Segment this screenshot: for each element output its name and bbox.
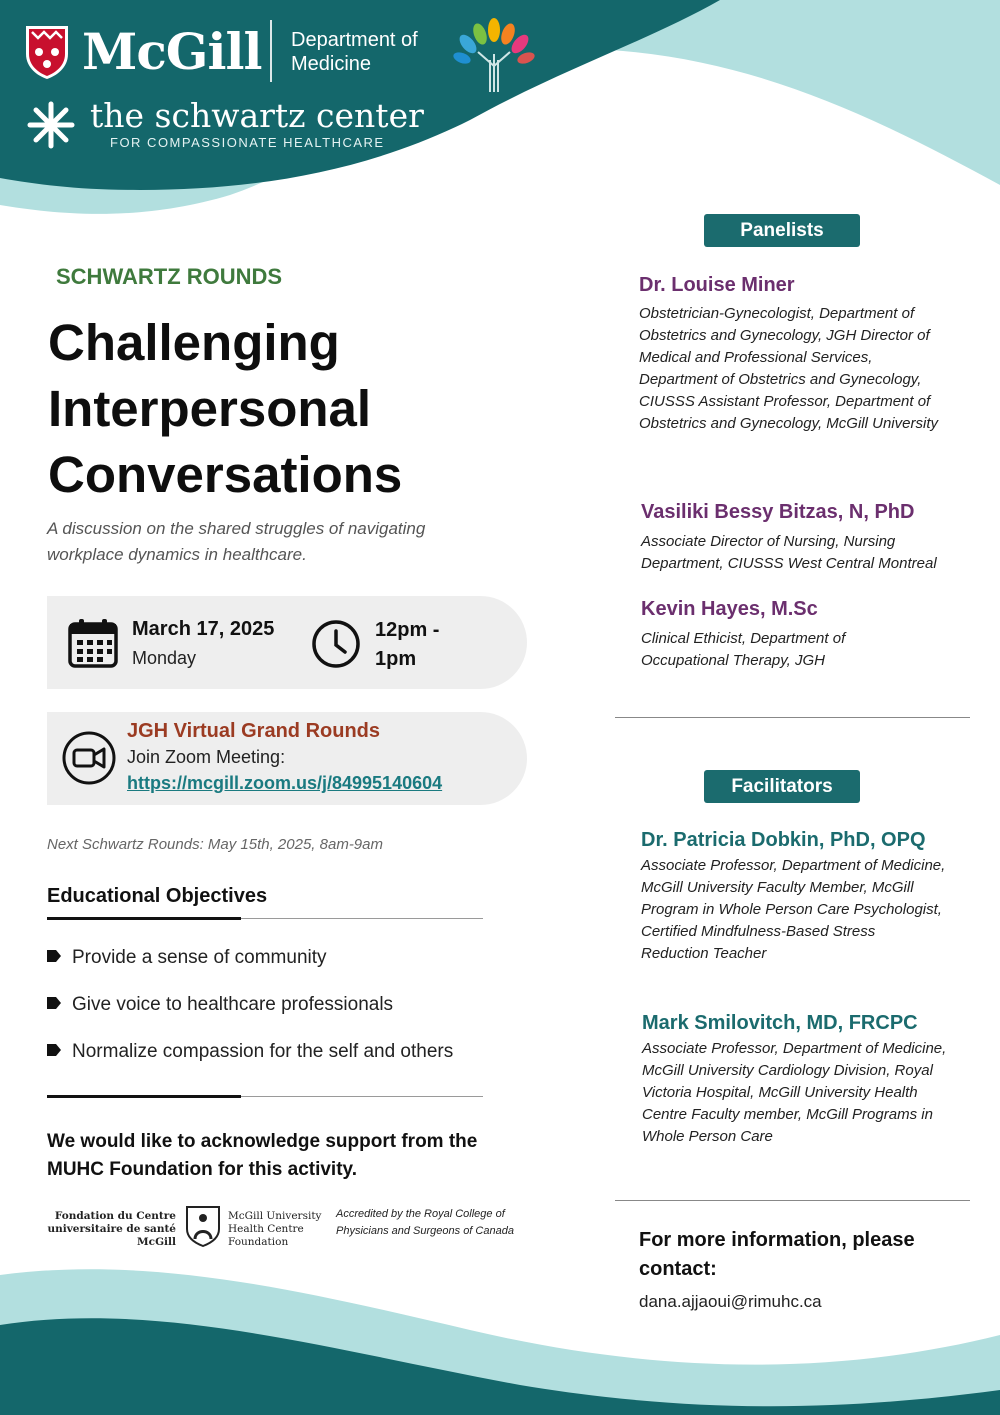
clock-icon — [311, 619, 361, 674]
calendar-icon — [67, 617, 119, 674]
objectives-rule-bottom-accent — [47, 1095, 241, 1098]
event-title: Challenging Interpersonal Conversations — [48, 314, 403, 503]
join-label: Join Zoom Meeting: — [127, 747, 286, 767]
objective-item — [47, 947, 327, 969]
event-day: Monday — [132, 648, 197, 668]
muhc-foundation-logo — [185, 1205, 221, 1252]
tag-bullet-icon — [47, 1044, 61, 1056]
facilitator-roles: Associate Professor, Department of Medicine, McGill University Faculty Member, McGill Program in Whole Person Care Psychologist, Certified Mindfulness-Based Stress Reduction Teacher — [641, 857, 946, 962]
panelist-roles: Associate Director of Nursing, Nursing Department, CIUSSS West Central Montreal — [641, 533, 937, 572]
schwartz-center-logo-icon — [26, 100, 76, 155]
next-rounds-note: Next Schwartz Rounds: May 15th, 2025, 8am-9am — [47, 836, 383, 853]
facilitators-heading: Facilitators — [704, 770, 860, 803]
video-camera-icon — [61, 730, 117, 791]
section-divider — [615, 1200, 970, 1201]
tag-bullet-icon — [47, 997, 61, 1009]
schwartz-center-tagline: FOR COMPASSIONATE HEALTHCARE — [110, 135, 385, 150]
objective-text: Provide a sense of community — [72, 947, 327, 968]
contact-email-link[interactable]: dana.ajjaoui@rimuhc.ca — [639, 1292, 822, 1311]
panelist-name: Vasiliki Bessy Bitzas, N, PhD — [641, 501, 915, 523]
panelist-roles: Clinical Ethicist, Department of Occupational Therapy, JGH — [641, 630, 846, 669]
panelist-name: Kevin Hayes, M.Sc — [641, 598, 818, 620]
contact-heading: For more information, please contact: — [639, 1229, 915, 1280]
section-divider — [615, 717, 970, 718]
objective-item — [47, 994, 393, 1016]
objectives-rule-top-accent — [47, 917, 241, 920]
event-time: 12pm - 1pm — [375, 619, 440, 670]
foundation-name-en: McGill University Health Centre Foundation — [228, 1210, 322, 1248]
mcgill-crest-logo — [24, 24, 70, 85]
mcgill-wordmark: McGill — [82, 22, 262, 81]
panelists-heading: Panelists — [704, 214, 860, 247]
tag-bullet-icon — [47, 950, 61, 962]
brand-divider — [270, 20, 272, 82]
acknowledgement: We would like to acknowledge support from the MUHC Foundation for this activity. — [47, 1131, 478, 1180]
panelist-roles: Obstetrician-Gynecologist, Department of Obstetrics and Gynecology, JGH Director of Medical and Professional Services, Department of Obstetrics and Gynecology, CIUSSS Assistant Professor, Department of Obstetrics and Gynecology, McGill University — [639, 305, 938, 432]
facilitator-name: Mark Smilovitch, MD, FRCPC — [642, 1012, 918, 1034]
facilitator-name: Dr. Patricia Dobkin, PhD, OPQ — [641, 829, 926, 851]
facilitator-roles: Associate Professor, Department of Medicine, McGill University Cardiology Division, Royal Victoria Hospital, McGill University Health Centre Faculty member, McGill Programs in Whole Person Care — [642, 1040, 947, 1145]
department-name: Department of Medicine — [291, 29, 418, 75]
venue-title: JGH Virtual Grand Rounds — [127, 720, 380, 742]
zoom-meeting-link[interactable]: https://mcgill.zoom.us/j/84995140604 — [127, 773, 443, 793]
event-description: A discussion on the shared struggles of navigating workplace dynamics in healthcare. — [47, 519, 426, 564]
accreditation-note: Accredited by the Royal College of Physicians and Surgeons of Canada — [336, 1208, 514, 1237]
objective-text: Give voice to healthcare professionals — [72, 994, 394, 1015]
series-label: SCHWARTZ ROUNDS — [56, 264, 283, 289]
schwartz-center-name: the schwartz center — [90, 96, 424, 135]
foundation-fr-text: Fondation du Centre universitaire de santé McGill — [47, 1210, 176, 1248]
objective-item — [47, 1041, 453, 1063]
objectives-heading: Educational Objectives — [47, 885, 268, 907]
panelist-name: Dr. Louise Miner — [639, 274, 795, 296]
tree-logo — [448, 14, 540, 99]
foundation-name-fr — [20, 1210, 176, 1249]
objective-text: Normalize compassion for the self and others — [72, 1041, 454, 1062]
event-date: March 17, 2025 — [132, 618, 275, 640]
